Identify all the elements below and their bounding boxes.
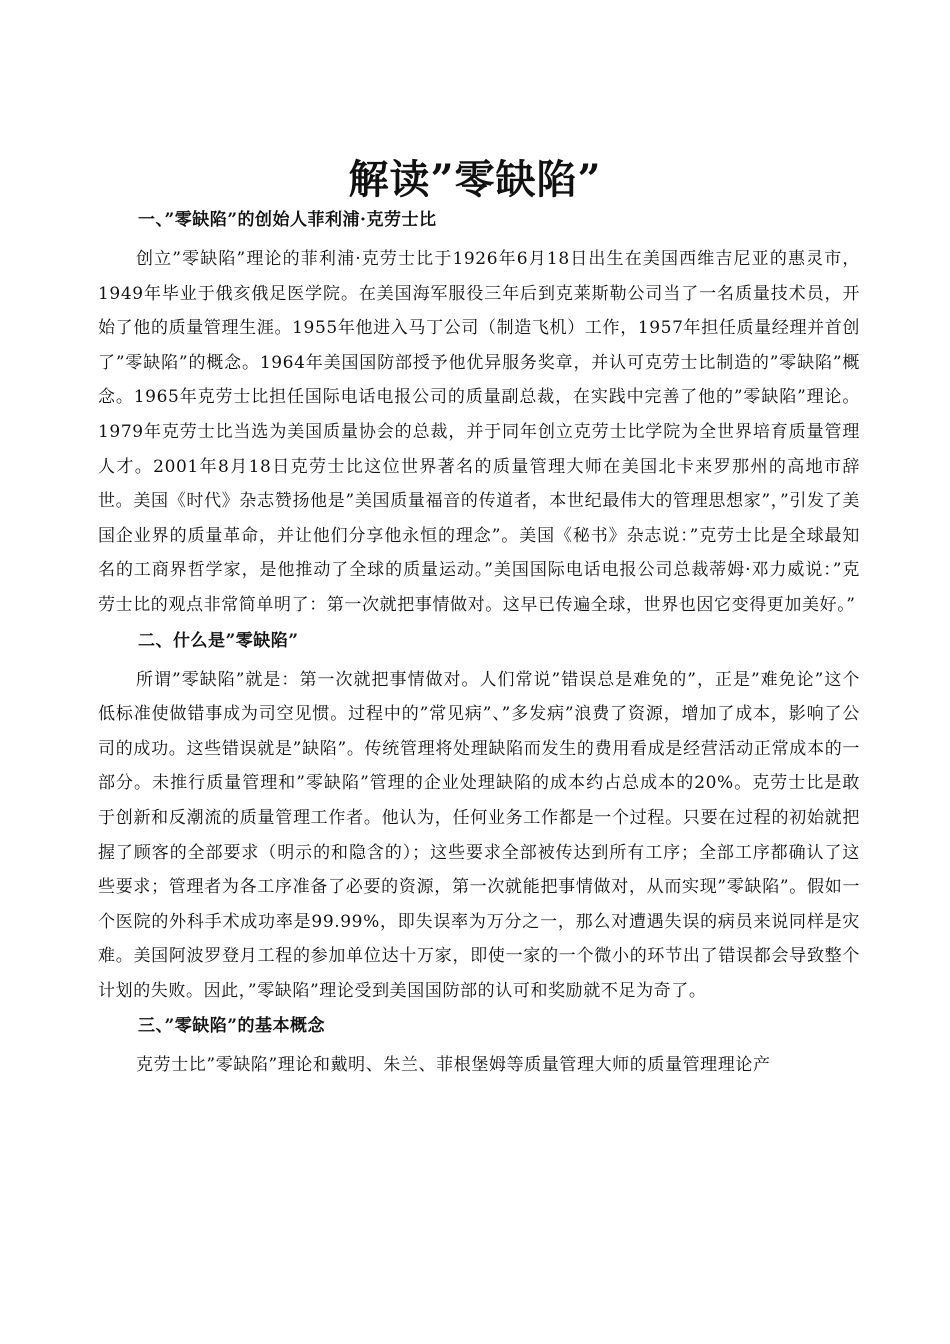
section-founder: [98, 206, 860, 623]
section-definition: [98, 627, 860, 1009]
section-heading: 二、什么是”零缺陷”: [138, 630, 299, 651]
section-heading: 三、”零缺陷”的基本概念: [138, 1016, 326, 1037]
section-heading: 一、”零缺陷”的创始人菲利浦·克劳士比: [138, 210, 437, 230]
section-paragraph: 克劳士比”零缺陷”理论和戴明、朱兰、菲根堡姆等质量管理大师的质量管理理论产: [136, 1055, 771, 1076]
document-title: 解读”零缺陷”: [348, 156, 602, 203]
section-paragraph: 所谓”零缺陷”就是：第一次就把事情做对。人们常说”错误总是难免的”，正是”难免论”这个低标准使做错事成为司空见惯。过程中的”常见病”、”多发病”浪费了资源，增加了成本，影响了公司的成功。这些错误就是”缺陷”。传统管理将处理缺陷而发生的费用看成是经营活动正常成本的一部分。未推行质量管理和”零缺陷”管理的企业处理缺陷的成本约占总成本的20%。克劳士比是敢于创新和反潮流的质量管理工作者。他认为，任何业务工作都是一个过程。只要在过程的初始就把握了顾客的全部要求（明示的和隐含的）；这些要求全部被传达到所有工序；全部工序都确认了这些要求；管理者为各工序准备了必要的资源，第一次就能把事情做对，从而实现”零缺陷”。假如一个医院的外科手术成功率是99.99%，即失误率为万分之一，那么对遭遇失误的病员来说同样是灾难。美国阿波罗登月工程的参加单位达十万家，即使一家的一个微小的环节出了错误都会导致整个计划的失败。因此，”零缺陷”理论受到美国国防部的认可和奖励就不足为奇了。: [98, 669, 860, 1001]
document-body: [98, 206, 860, 1085]
section-paragraph: 创立”零缺陷”理论的菲利浦·克劳士比于1926年6月18日出生在美国西维吉尼亚的惠灵市，1949年毕业于俄亥俄足医学院。在美国海军服役三年后到克莱斯勒公司当了一名质量技术员，开始了他的质量管理生涯。1955年他进入马丁公司（制造飞机）工作，1957年担任质量经理并首创了”零缺陷”的概念。1964年美国国防部授予他优异服务奖章，并认可克劳士比制造的”零缺陷”概念。1965年克劳士比担任国际电话电报公司的质量副总裁，在实践中完善了他的”零缺陷”理论。1979年克劳士比当选为美国质量协会的总裁，并于同年创立克劳士比学院为全世界培育质量管理人才。2001年8月18日克劳士比这位世界著名的质量管理大师在美国北卡来罗那州的高地市辞世。美国《时代》杂志赞扬他是”美国质量福音的传道者，本世纪最伟大的管理思想家”，”引发了美国企业界的质量革命，并让他们分享他永恒的理念”。美国《秘书》杂志说：”克劳士比是全球最知名的工商界哲学家，是他推动了全球的质量运动。”美国国际电话电报公司总裁蒂姆·邓力威说：”克劳士比的观点非常简单明了：第一次就把事情做对。这早已传遍全球，世界也因它变得更加美好。”: [98, 249, 860, 615]
section-basic-concepts: [98, 1012, 860, 1083]
